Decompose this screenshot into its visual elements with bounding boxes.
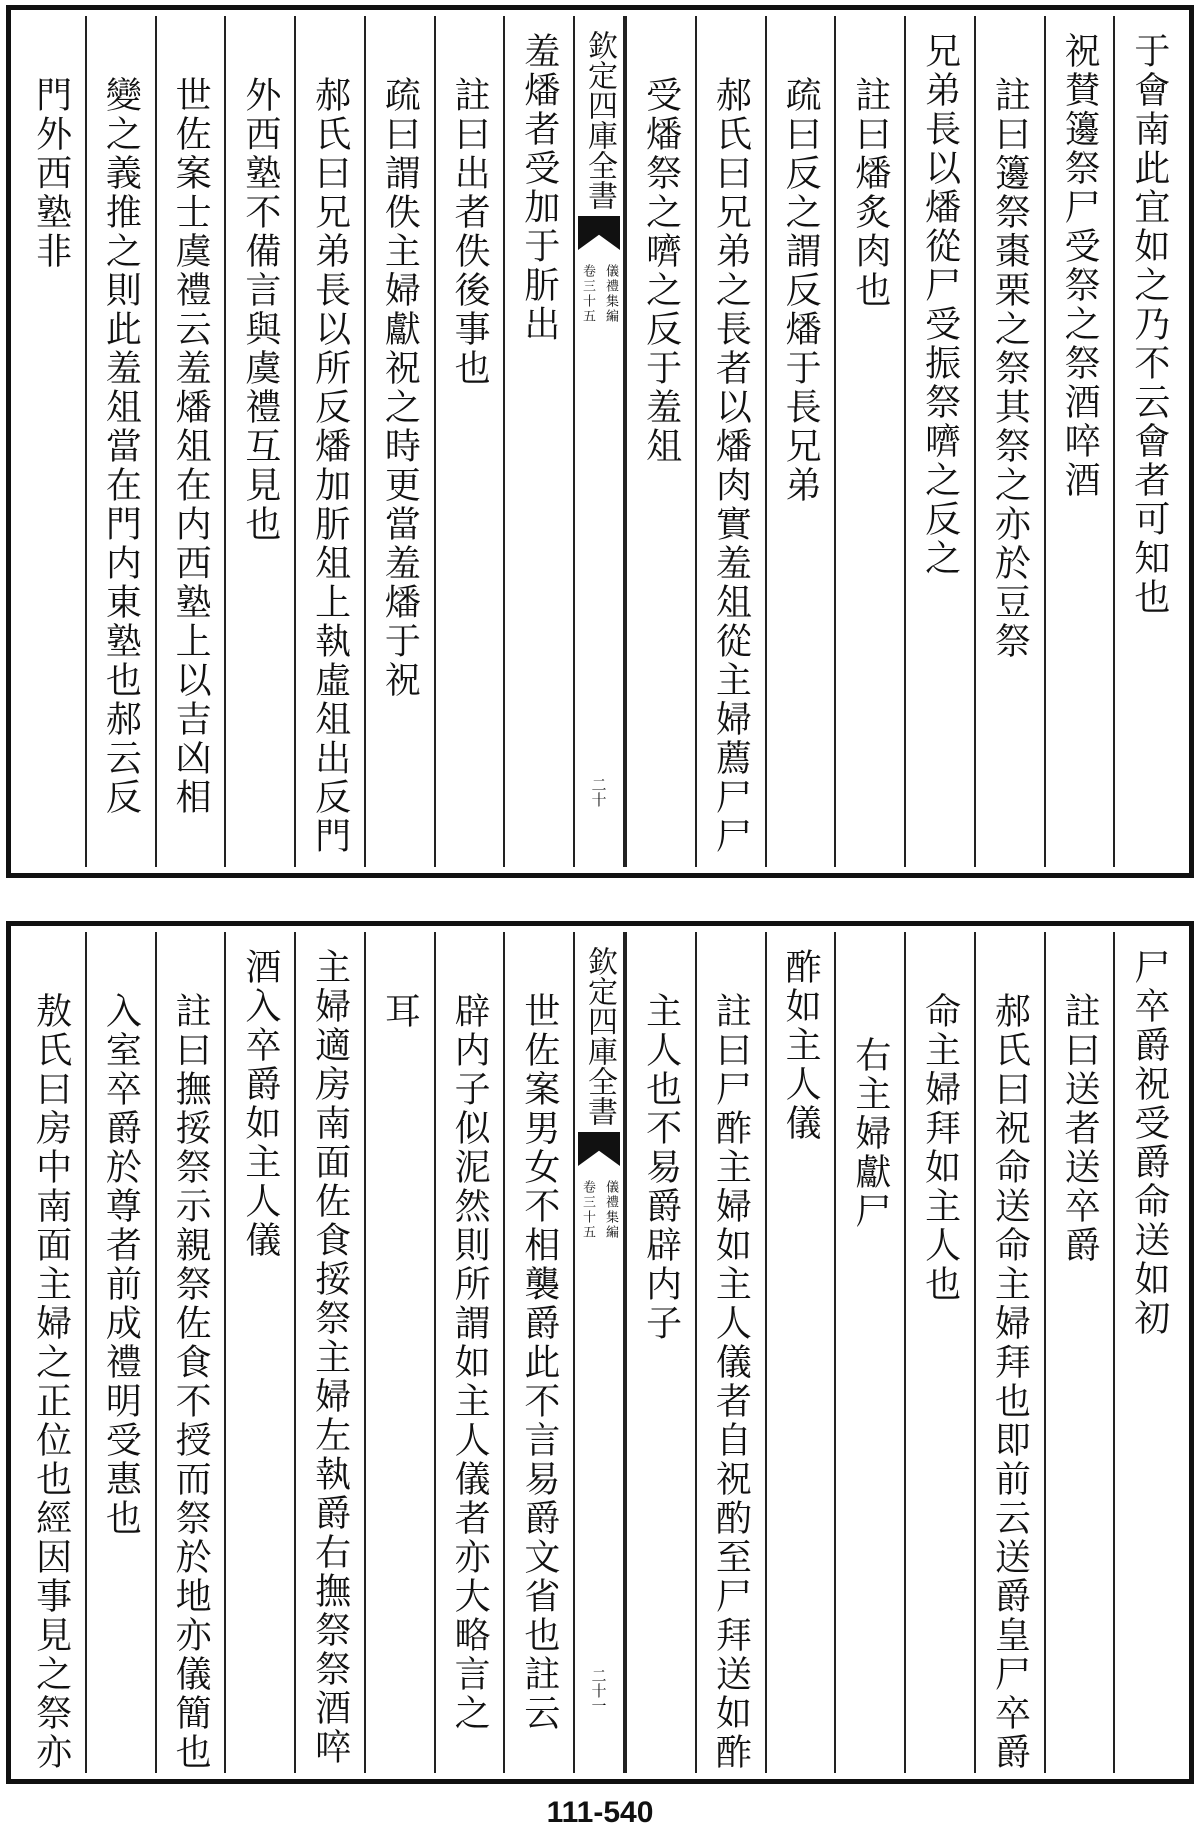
- text-column: [364, 16, 434, 867]
- text-column: [1044, 932, 1114, 1773]
- gutter-title: 欽定四庫全書: [582, 30, 617, 210]
- column-text: 受燔祭之嚌之反于羞俎: [640, 76, 682, 466]
- top-page: [6, 5, 1194, 878]
- column-text: 敖氏曰房中南面主婦之正位也經因事見之祭亦: [30, 992, 72, 1772]
- text-column: [904, 932, 974, 1773]
- text-column: [1044, 16, 1114, 867]
- bottom-columns: [17, 932, 1183, 1773]
- column-text: 世佐案男女不相襲爵此不言易爵文省也註云: [518, 992, 560, 1733]
- gutter-volume: 卷三十五: [580, 1180, 595, 1240]
- page-gutter: [573, 16, 625, 867]
- text-column: [434, 932, 504, 1773]
- text-column: [85, 16, 155, 867]
- column-text: 辟内子似泥然則所謂如主人儀者亦大略言之: [449, 992, 491, 1733]
- text-column: [974, 932, 1044, 1773]
- text-column: [834, 16, 904, 867]
- fishtail-mark-icon: [578, 216, 620, 250]
- text-column: [765, 16, 835, 867]
- gutter-book-title: 儀禮集編: [603, 264, 618, 324]
- column-text: 右主婦獻尸: [849, 1036, 891, 1231]
- column-text: 羞燔者受加于肵出: [518, 32, 560, 344]
- gutter-book-title: 儀禮集編: [603, 1180, 618, 1240]
- page-gutter: [573, 932, 625, 1773]
- text-column: [625, 932, 695, 1773]
- page-number: 111-540: [546, 1796, 654, 1829]
- column-text: 門外西塾非: [30, 76, 72, 271]
- column-text: 祝賛籩祭尸受祭之祭酒啐酒: [1059, 32, 1101, 500]
- column-text: 疏曰謂佚主婦獻祝之時更當羞燔于祝: [379, 76, 421, 700]
- text-column: [1113, 16, 1183, 867]
- text-column: [17, 932, 85, 1773]
- column-text: 註曰送者送卒爵: [1059, 992, 1101, 1265]
- column-text: 耳: [379, 992, 421, 1031]
- text-column: [904, 16, 974, 867]
- text-column: [434, 16, 504, 867]
- text-column: [695, 932, 765, 1773]
- column-text: 命主婦拜如主人也: [919, 992, 961, 1304]
- column-text: 世佐案士虞禮云羞燔俎在内西塾上以吉凶相: [170, 76, 212, 817]
- column-text: 疏曰反之謂反燔于長兄弟: [780, 76, 822, 505]
- column-text: 酒入卒爵如主人儀: [239, 948, 281, 1260]
- text-column: [155, 932, 225, 1773]
- text-column: [974, 16, 1044, 867]
- text-column: [1113, 932, 1183, 1773]
- column-text: 入室卒爵於尊者前成禮明受惠也: [100, 992, 142, 1538]
- text-column: [695, 16, 765, 867]
- text-column: [834, 932, 904, 1773]
- gutter-leaf-number: 二十: [589, 777, 608, 807]
- gutter-subtitle: [578, 264, 620, 324]
- text-column: [85, 932, 155, 1773]
- gutter-leaf-number: 二十一: [589, 1668, 608, 1713]
- text-column: [17, 16, 85, 867]
- fishtail-mark-icon: [578, 1132, 620, 1166]
- text-column: [364, 932, 434, 1773]
- gutter-subtitle: [578, 1180, 620, 1240]
- text-column: [294, 16, 364, 867]
- text-column: [503, 932, 573, 1773]
- column-text: 註曰撫挼祭示親祭佐食不授而祭於地亦儀簡也: [170, 992, 212, 1772]
- column-text: 變之義推之則此羞俎當在門内東塾也郝云反: [100, 76, 142, 817]
- column-text: 于會南此宜如之乃不云會者可知也: [1128, 32, 1170, 617]
- text-column: [294, 932, 364, 1773]
- text-column: [155, 16, 225, 867]
- text-column: [224, 932, 294, 1773]
- column-text: 註曰尸酢主婦如主人儀者自祝酌至尸拜送如酢: [710, 992, 752, 1772]
- text-column: [625, 16, 695, 867]
- text-column: [503, 16, 573, 867]
- column-text: 郝氏曰兄弟長以所反燔加肵俎上執虛俎出反門: [309, 76, 351, 856]
- column-text: 主婦適房南面佐食挼祭主婦左執爵右撫祭祭酒啐: [309, 948, 351, 1767]
- column-text: 註曰籩祭棗栗之祭其祭之亦於豆祭: [989, 76, 1031, 661]
- column-text: 兄弟長以燔從尸受振祭嚌之反之: [919, 32, 961, 578]
- column-text: 外西塾不備言與虞禮互見也: [239, 76, 281, 544]
- text-column: [765, 932, 835, 1773]
- text-column: [224, 16, 294, 867]
- column-text: 郝氏曰祝命送命主婦拜也即前云送爵皇尸卒爵: [989, 992, 1031, 1772]
- column-text: 主人也不易爵辟内子: [640, 992, 682, 1343]
- bottom-page: [6, 921, 1194, 1784]
- column-text: 尸卒爵祝受爵命送如初: [1128, 948, 1170, 1338]
- gutter-title: 欽定四庫全書: [582, 946, 617, 1126]
- column-text: 郝氏曰兄弟之長者以燔肉實羞俎從主婦薦尸尸: [710, 76, 752, 856]
- gutter-volume: 卷三十五: [580, 264, 595, 324]
- column-text: 註曰出者佚後事也: [449, 76, 491, 388]
- column-text: 酢如主人儀: [780, 948, 822, 1143]
- top-columns: [17, 16, 1183, 867]
- column-text: 註曰燔炙肉也: [849, 76, 891, 310]
